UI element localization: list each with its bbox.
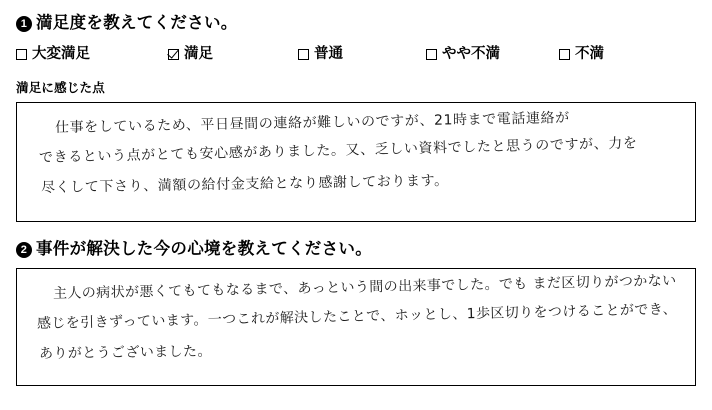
option-label: 満足 — [184, 45, 213, 62]
option-label: やや不満 — [442, 45, 500, 62]
question-1-options — [16, 47, 696, 62]
checkbox-icon[interactable] — [16, 49, 27, 60]
question-1-sub-label: 満足に感じた点 — [16, 81, 105, 96]
handwritten-line: 感じを引きずっています。一つこれが解決したことで、ホッとし、1歩区切りをつけることができ、 — [36, 301, 678, 333]
option-label: 大変満足 — [32, 45, 90, 62]
question-1-text: 満足度を教えてください。 — [36, 14, 238, 32]
handwritten-line: ありがとうございました。 — [38, 343, 212, 363]
option-label: 不満 — [575, 45, 604, 62]
question-2-answer-box[interactable] — [16, 268, 696, 386]
handwritten-line: 尽くして下さり、満額の給付金支給となり感謝しております。 — [40, 173, 449, 197]
checkbox-icon[interactable] — [298, 49, 309, 60]
handwritten-line: できるという点がとても安心感がありました。又、乏しい資料でしたと思うのですが、力を — [38, 135, 638, 167]
option-daihen-manzoku[interactable] — [16, 47, 168, 62]
question-2-number: 2 — [16, 242, 32, 258]
question-2-text: 事件が解決した今の心境を教えてください。 — [36, 240, 372, 259]
checkbox-icon[interactable] — [559, 49, 570, 60]
option-fuman[interactable] — [559, 47, 604, 62]
checkbox-icon[interactable] — [426, 49, 437, 60]
handwritten-line: 主人の病状が悪くてもてもなるまで、あっという間の出来事でした。でも まだ区切りがつかない — [52, 273, 677, 303]
option-yaya-fuman[interactable] — [426, 47, 559, 62]
checkbox-checked-icon[interactable] — [168, 49, 179, 60]
question-2-heading — [16, 240, 696, 260]
option-manzoku[interactable] — [168, 47, 298, 62]
option-futsuu[interactable] — [298, 47, 426, 62]
handwritten-line: 仕事をしているため、平日昼間の連絡が難しいのですが、21時まで電話連絡が — [54, 110, 570, 137]
question-1-number: 1 — [16, 16, 32, 32]
question-1-answer-box[interactable] — [16, 102, 696, 222]
question-2-section — [16, 240, 696, 386]
question-1-heading — [16, 14, 696, 34]
option-label: 普通 — [314, 45, 343, 62]
